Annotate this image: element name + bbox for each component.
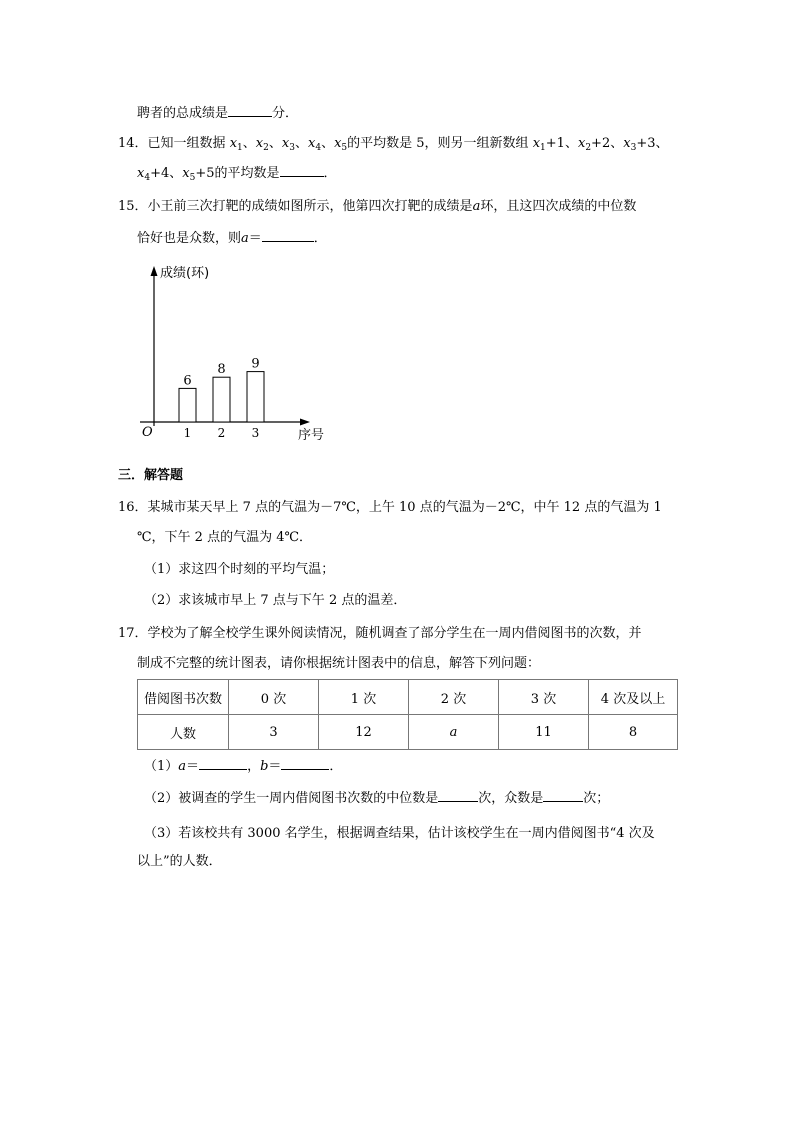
x-tick-label: 3	[251, 426, 260, 440]
answer-blank	[281, 757, 329, 770]
answer-blank	[280, 164, 324, 177]
origin-label: O	[142, 425, 153, 440]
table-header-row	[138, 680, 678, 715]
table-row	[138, 715, 678, 750]
q16-sub2: （2）求该城市早上 7 点与下午 2 点的温差．	[144, 593, 407, 608]
q15-line1: 15．小王前三次打靶的成绩如图所示，他第四次打靶的成绩是a环，且这四次成绩的中位数	[118, 199, 637, 214]
bar-value-label: 9	[251, 356, 260, 372]
q16-line1: 16．某城市某天早上 7 点的气温为－7℃，上午 10 点的气温为－2℃，中午 12 点的气温为 1	[118, 500, 662, 515]
bar-value-label: 6	[183, 373, 192, 389]
q15-line2: 恰好也是众数，则a＝ ．	[137, 231, 327, 246]
table-cell: 人数	[138, 715, 229, 750]
answer-blank	[543, 789, 583, 802]
x-axis-label: 序号	[298, 428, 325, 443]
q17-sub2: （2）被调查的学生一周内借阅图书次数的中位数是 次，众数是 次；	[144, 791, 610, 806]
table-cell: 8	[589, 715, 678, 750]
y-axis-label: 成绩(环)	[160, 266, 210, 281]
q17-line1: 17．学校为了解全校学生课外阅读情况，随机调查了部分学生在一周内借阅图书的次数，并	[118, 626, 642, 641]
table-cell: 4 次及以上	[589, 680, 678, 715]
bar-3	[247, 372, 264, 422]
y-axis-arrow	[151, 266, 158, 276]
bar-2	[213, 377, 230, 422]
table-cell: 11	[499, 715, 589, 750]
stats-table	[137, 679, 678, 750]
q17-sub1: （1）a＝ ，b＝ ．	[144, 759, 343, 774]
q17-sub3-line1: （3）若该校共有 3000 名学生，根据调查结果，估计该校学生在一周内借阅图书“4 次及	[144, 826, 655, 841]
x-tick-label: 1	[183, 426, 192, 440]
answer-blank	[199, 757, 247, 770]
table-cell: 借阅图书次数	[138, 680, 229, 715]
table-cell: 2 次	[409, 680, 499, 715]
table-cell: a	[409, 715, 499, 750]
table-cell: 0 次	[229, 680, 319, 715]
section-title: 三．解答题	[118, 468, 184, 483]
x-tick-label: 2	[217, 426, 226, 440]
table-cell: 1 次	[319, 680, 409, 715]
answer-blank	[228, 104, 272, 117]
q17-line2: 制成不完整的统计图表，请你根据统计图表中的信息，解答下列问题：	[137, 656, 541, 671]
bar-value-label: 8	[217, 362, 226, 378]
q14-line1: 14．已知一组数据 $x_1$、$x_2$、$x_3$、$x_4$、$x_5$的平均数是 5，则另一组新数组 $x_1+1$、$x_2+2$、$x_3+3$、	[118, 136, 669, 153]
table-cell: 3 次	[499, 680, 589, 715]
q14-line2: $x_4+4$、$x_5+5$的平均数是 ．	[137, 166, 337, 183]
table-cell: 12	[319, 715, 409, 750]
q16-sub1: （1）求这四个时刻的平均气温；	[144, 562, 335, 577]
x-axis-arrow	[300, 419, 310, 426]
score-bar-chart	[132, 258, 332, 453]
bar-1	[179, 388, 196, 422]
answer-blank	[438, 789, 478, 802]
q17-sub3-line2: 以上”的人数．	[137, 854, 222, 869]
q16-line2: ℃，下午 2 点的气温为 4℃．	[137, 530, 313, 545]
answer-blank	[262, 229, 314, 242]
q13-tail: 聘者的总成绩是 分．	[137, 106, 299, 121]
table-cell: 3	[229, 715, 319, 750]
